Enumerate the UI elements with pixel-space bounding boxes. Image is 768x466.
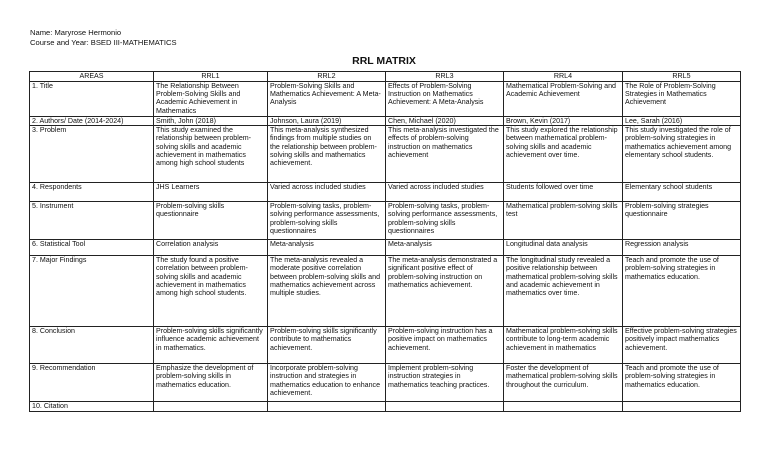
table-cell: Problem-solving skills significantly influence academic achievement in mathematics. [154, 327, 268, 364]
column-header-rrl5: RRL5 [623, 72, 741, 82]
row-recommendation [30, 364, 741, 402]
table-cell: Chen, Michael (2020) [386, 117, 504, 126]
table-cell [154, 402, 268, 412]
table-cell: Varied across included studies [268, 183, 386, 202]
table-cell: Problem-solving skills significantly contribute to mathematics achievement. [268, 327, 386, 364]
table-cell: Incorporate problem-solving instruction and strategies in mathematics education to enhance achievement. [268, 364, 386, 402]
table-cell: Correlation analysis [154, 240, 268, 256]
table-cell: Elementary school students [623, 183, 741, 202]
area-label: 5. Instrument [30, 202, 154, 240]
table-cell: Johnson, Laura (2019) [268, 117, 386, 126]
table-cell: Teach and promote the use of problem-solving strategies in mathematics education. [623, 364, 741, 402]
table-cell: Students followed over time [504, 183, 623, 202]
table-cell: Mathematical problem-solving skills contribute to long-term academic achievement in mathematics [504, 327, 623, 364]
table-cell: Emphasize the development of problem-solving skills in mathematics education. [154, 364, 268, 402]
column-header-rrl2: RRL2 [268, 72, 386, 82]
table-cell: This meta-analysis investigated the effects of problem-solving instruction on mathematics achievement [386, 126, 504, 183]
table-cell: This study investigated the role of problem-solving strategies in mathematics achievement among elementary school students. [623, 126, 741, 183]
area-label: 9. Recommendation [30, 364, 154, 402]
row-respondents [30, 183, 741, 202]
area-label: 4. Respondents [30, 183, 154, 202]
table-cell: Effects of Problem-Solving Instruction on Mathematics Achievement: A Meta-Analysis [386, 82, 504, 117]
table-cell [504, 402, 623, 412]
table-cell: Smith, John (2018) [154, 117, 268, 126]
table-cell: Meta-analysis [386, 240, 504, 256]
document-header [30, 28, 177, 48]
column-header-rrl1: RRL1 [154, 72, 268, 82]
area-label: 3. Problem [30, 126, 154, 183]
area-label: 7. Major Findings [30, 256, 154, 327]
table-cell [623, 402, 741, 412]
table-cell: Teach and promote the use of problem-solving strategies in mathematics education. [623, 256, 741, 327]
column-header-rrl4: RRL4 [504, 72, 623, 82]
table-cell: Problem-solving skills questionnaire [154, 202, 268, 240]
table-cell: Effective problem-solving strategies positively impact mathematics achievement. [623, 327, 741, 364]
table-cell: This meta-analysis synthesized findings from multiple studies on the relationship between problem-solving skills and mathematics achievement. [268, 126, 386, 183]
table-cell [268, 402, 386, 412]
area-label: 6. Statistical Tool [30, 240, 154, 256]
table-cell: The Role of Problem-Solving Strategies in Mathematics Achievement [623, 82, 741, 117]
table-cell [386, 402, 504, 412]
table-cell: Mathematical Problem-Solving and Academic Achievement [504, 82, 623, 117]
row-title [30, 82, 741, 117]
table-cell: This study examined the relationship between problem-solving skills and academic achievement in mathematics among high school students [154, 126, 268, 183]
row-authors [30, 117, 741, 126]
table-cell: Regression analysis [623, 240, 741, 256]
column-header-rrl3: RRL3 [386, 72, 504, 82]
course-year: Course and Year: BSED III-MATHEMATICS [30, 38, 177, 47]
header-row [30, 72, 741, 82]
table-cell: Lee, Sarah (2016) [623, 117, 741, 126]
area-label: 1. Title [30, 82, 154, 117]
row-conclusion [30, 327, 741, 364]
area-label: 8. Conclusion [30, 327, 154, 364]
table-cell: Brown, Kevin (2017) [504, 117, 623, 126]
row-citation [30, 402, 741, 412]
table-cell: Problem-Solving Skills and Mathematics Achievement: A Meta-Analysis [268, 82, 386, 117]
row-statistical-tool [30, 240, 741, 256]
table-cell: This study explored the relationship between mathematical problem-solving skills and academic achievement over time. [504, 126, 623, 183]
table-cell: The meta-analysis revealed a moderate positive correlation between problem-solving skills and mathematics achievement across multiple studies. [268, 256, 386, 327]
table-cell: Problem-solving tasks, problem-solving performance assessments, problem-solving skills questionnaires [268, 202, 386, 240]
table-cell: Problem-solving strategies questionnaire [623, 202, 741, 240]
table-cell: Foster the development of mathematical problem-solving skills throughout the curriculum. [504, 364, 623, 402]
table-cell: The longitudinal study revealed a positive relationship between mathematical problem-solving skills and academic achievement in mathematics over time. [504, 256, 623, 327]
table-cell: The study found a positive correlation between problem-solving skills and academic achievement in mathematics among high school students. [154, 256, 268, 327]
row-problem [30, 126, 741, 183]
table-cell: Problem-solving instruction has a positive impact on mathematics achievement. [386, 327, 504, 364]
row-instrument [30, 202, 741, 240]
table-cell: Implement problem-solving instruction strategies in mathematics teaching practices. [386, 364, 504, 402]
area-label: 10. Citation [30, 402, 154, 412]
area-label: 2. Authors/ Date (2014-2024) [30, 117, 154, 126]
column-header-areas: AREAS [30, 72, 154, 82]
table-cell: Mathematical problem-solving skills test [504, 202, 623, 240]
table-cell: JHS Learners [154, 183, 268, 202]
table-cell: The Relationship Between Problem-Solving Skills and Academic Achievement in Mathematics [154, 82, 268, 117]
table-cell: Meta-analysis [268, 240, 386, 256]
student-name: Name: Maryrose Hermonio [30, 28, 122, 37]
row-major-findings [30, 256, 741, 327]
table-cell: The meta-analysis demonstrated a significant positive effect of problem-solving instruction on mathematics achievement. [386, 256, 504, 327]
table-cell: Problem-solving tasks, problem-solving performance assessments, problem-solving skills questionnaires [386, 202, 504, 240]
rrl-matrix-table [29, 71, 741, 412]
table-cell: Varied across included studies [386, 183, 504, 202]
page-title: RRL MATRIX [352, 55, 416, 67]
table-cell: Longitudinal data analysis [504, 240, 623, 256]
